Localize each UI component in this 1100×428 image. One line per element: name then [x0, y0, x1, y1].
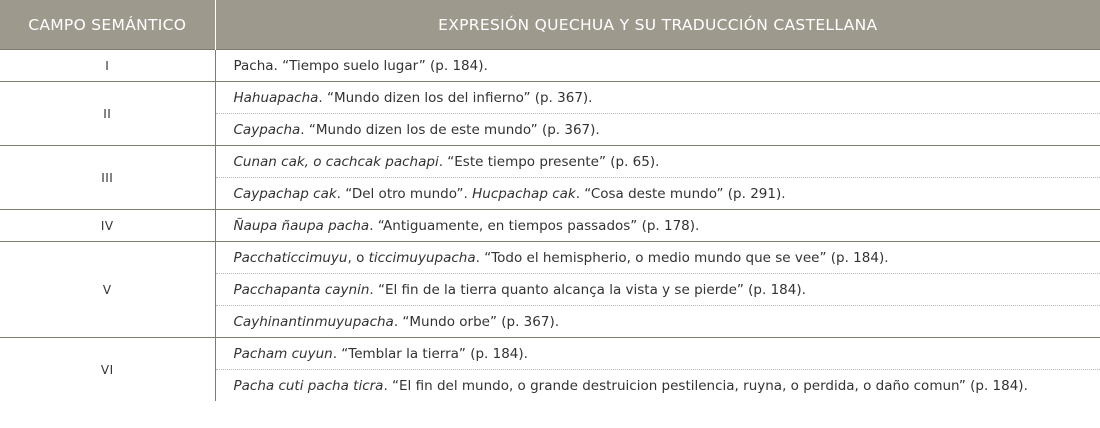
- expression-cell: [215, 210, 1100, 242]
- expression-cell: [215, 306, 1100, 338]
- quechua-term: Hahuapacha: [233, 89, 319, 106]
- semantic-field-cell: II: [0, 82, 215, 146]
- table-header-row: [0, 0, 1100, 50]
- semantic-field-cell: IV: [0, 210, 215, 242]
- quechua-term: ticcimuyupacha: [368, 249, 476, 266]
- header-quechua-expression: EXPRESIÓN QUECHUA Y SU TRADUCCIÓN CASTELLANA: [215, 0, 1100, 50]
- quechua-term: Cayhinantinmuyupacha: [233, 313, 394, 330]
- translation-text: . “Antiguamente, en tiempos passados” (p. 178).: [369, 217, 700, 234]
- translation-text: . “Mundo orbe” (p. 367).: [393, 313, 559, 330]
- expression-cell: [215, 242, 1100, 274]
- expression-cell: [215, 50, 1100, 82]
- table-row: [0, 338, 1100, 370]
- translation-text: . “Todo el hemispherio, o medio mundo que se vee” (p. 184).: [475, 249, 889, 266]
- translation-text: . “Del otro mundo”.: [336, 185, 473, 202]
- translation-text: . “Cosa deste mundo” (p. 291).: [575, 185, 786, 202]
- quechua-term: Pacchaticcimuyu: [233, 249, 348, 266]
- quechua-term: Pacchapanta caynin: [233, 281, 370, 298]
- quechua-term: Hucpachap cak: [472, 185, 576, 202]
- semantic-field-cell: III: [0, 146, 215, 210]
- table-row: [0, 242, 1100, 274]
- quechua-term: Caypacha: [233, 121, 301, 138]
- quechua-term: Cunan cak, o cachcak pachapi: [233, 153, 439, 170]
- table-row: [0, 210, 1100, 242]
- expression-cell: [215, 178, 1100, 210]
- expression-cell: [215, 274, 1100, 306]
- translation-text: . “Mundo dizen los del infierno” (p. 367).: [318, 89, 593, 106]
- expression-cell: [215, 82, 1100, 114]
- translation-text: . “Este tiempo presente” (p. 65).: [438, 153, 660, 170]
- table-body: [0, 50, 1100, 402]
- translation-text: Pacha. “Tiempo suelo lugar” (p. 184).: [233, 57, 488, 74]
- quechua-term: Ñaupa ñaupa pacha: [233, 217, 370, 234]
- semantic-field-cell: I: [0, 50, 215, 82]
- translation-text: . “El fin de la tierra quanto alcança la vista y se pierde” (p. 184).: [369, 281, 806, 298]
- semantic-field-cell: V: [0, 242, 215, 338]
- translation-text: . “Temblar la tierra” (p. 184).: [332, 345, 528, 362]
- semantic-field-cell: VI: [0, 338, 215, 402]
- table-row: [0, 146, 1100, 178]
- expression-cell: [215, 338, 1100, 370]
- quechua-term: Pacha cuti pacha ticra: [233, 377, 384, 394]
- expression-cell: [215, 370, 1100, 402]
- expression-cell: [215, 146, 1100, 178]
- quechua-term: Caypachap cak: [233, 185, 337, 202]
- table-row: [0, 50, 1100, 82]
- table-row: [0, 82, 1100, 114]
- translation-text: . “El fin del mundo, o grande destruicion pestilencia, ruyna, o perdida, o daño comun” (p. 184).: [383, 377, 1028, 394]
- translation-text: , o: [347, 249, 369, 266]
- quechua-term: Pacham cuyun: [233, 345, 333, 362]
- translation-text: . “Mundo dizen los de este mundo” (p. 367).: [300, 121, 600, 138]
- header-semantic-field: CAMPO SEMÁNTICO: [0, 0, 215, 50]
- expression-cell: [215, 114, 1100, 146]
